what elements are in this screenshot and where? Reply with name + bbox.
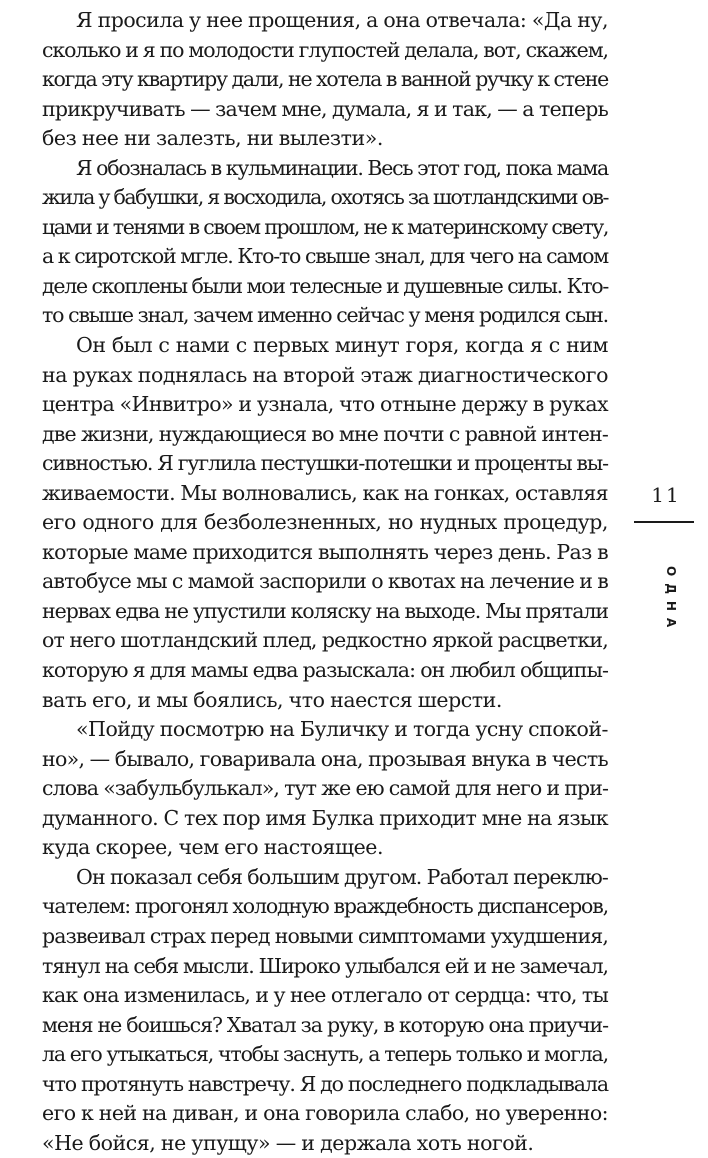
text-line: живаемости. Мы волновались, как на гонках, оставляя [42,480,608,505]
text-line: а к сиротской мгле. Кто-то свыше знал, для чего на самом [42,244,608,269]
paragraph [42,154,608,331]
text-line: меня не боишься? Хватал за руку, в которую она приучи- [42,1012,608,1037]
text-line: автобусе мы с мамой заспорили о квотах на лечение и в [42,569,608,594]
text-line: «Не бойся, не упущу» — и держала хоть ногой. [42,1130,534,1155]
running-title: ОДНА [664,565,678,635]
text-line: деле скоплены были мои телесные и душевные силы. Кто- [42,273,608,298]
paragraph [42,331,608,715]
text-line: которые маме приходится выполнять через день. Раз в [42,539,608,564]
text-line: что протянуть навстречу. Я до последнего подкладывала [42,1071,608,1096]
text-line: развеивал страх перед новыми симптомами ухудшения, [42,923,608,948]
text-line: как она изменилась, и у нее отлегало от сердца: что, ты [42,983,608,1008]
text-line: куда скорее, чем его настоящее. [42,835,384,860]
text-line: от него шотландский плед, редкостно яркой расцветки, [42,628,608,653]
text-line: чателем: прогонял холодную враждебность диспансеров, [42,894,608,919]
margin-rule [634,521,694,523]
text-line: сивностью. Я гуглила пестушки-потешки и проценты вы- [42,451,608,476]
paragraph [42,863,608,1158]
text-line: сколько и я по молодости глупостей делала, вот, скажем, [42,37,608,62]
text-line: жила у бабушки, я восходила, охотясь за шотландскими ов- [42,185,608,210]
text-line: Я обозналась в кульминации. Весь этот год, пока мама [76,155,608,180]
text-line: думанного. С тех пор имя Булка приходит мне на язык [42,805,608,830]
text-line: его к ней на диван, и она говорила слабо, но уверенно: [42,1101,608,1126]
text-line: то свыше знал, зачем именно сейчас у меня родился сын. [42,303,608,328]
text-line: цами и тенями в своем прошлом, не к материнскому свету, [42,214,608,239]
text-line: две жизни, нуждающиеся во мне почти с равной интен- [42,421,608,446]
body-text [42,6,608,1158]
text-line: прикручивать — зачем мне, думала, я и так, — а теперь [42,96,608,121]
text-line: нервах едва не упустили коляску на выходе. Мы прятали [42,598,608,623]
text-line: центра «Инвитро» и узнала, что отныне держу в руках [42,392,608,417]
text-line: Он был с нами с первых минут горя, когда я с ним [76,333,608,358]
text-line: без нее ни залезть, ни вылезти». [42,126,383,151]
paragraph [42,6,608,154]
text-line: вать его, и мы боялись, что наестся шерсти. [42,687,502,712]
page-number: 11 [651,483,681,507]
text-line: но», — бывало, говаривала она, прозывая внука в честь [42,746,608,771]
paragraph [42,715,608,863]
text-line: тянул на себя мысли. Широко улыбался ей и не замечал, [42,953,608,978]
text-line: Я просила у нее прощения, а она отвечала: «Да ну, [76,8,608,32]
text-line: ла его утыкаться, чтобы заснуть, а теперь только и могла, [42,1042,608,1067]
text-line: Он показал себя большим другом. Работал переклю- [76,864,608,889]
text-line: которую я для мамы едва разыскала: он любил общипы- [42,658,608,683]
text-line: на руках поднялась на второй этаж диагностического [42,362,608,387]
text-line: «Пойду посмотрю на Буличку и тогда усну спокой- [76,717,608,742]
text-line: слова «забульбулькал», тут же ею самой для него и при- [42,776,608,801]
text-line: его одного для безболезненных, но нудных процедур, [42,510,608,535]
text-line: когда эту квартиру дали, не хотела в ванной ручку к стене [42,67,608,92]
